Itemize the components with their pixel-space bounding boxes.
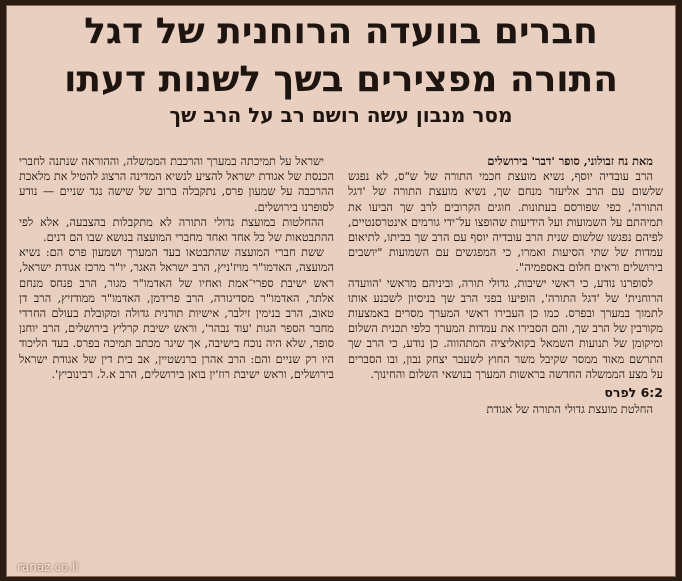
paragraph: החלטת מועצת גדולי התורה של אגודת bbox=[486, 403, 653, 417]
section-subhead: 6:2 לפרס bbox=[604, 385, 663, 401]
subheadline: מסר מנבון עשה רושם רב על הרב שך bbox=[169, 103, 513, 127]
left-column bbox=[19, 154, 334, 562]
headline-line-2: התורה מפצירים בשך לשנות דעתו bbox=[64, 59, 618, 100]
paragraph: הרב עובדיה יוסף, נשיא מועצת חכמי התורה של ש"ס, לא נפגש שלשום עם הרב אליעזר מנחם שך, נשיא מועצת התורה של 'דגל התורה', כפי שפורסם בעתונות. חוגים הקרובים לרב שך הביעו את תמיהתם על השמועות ועל הידיעות שהופצו על־ידי גורמים אינטרסנטיים, לפיהם נפגשו שלשום שנית הרב עובדיה יוסף עם הרב שך בביתו, לתיאום עמדות של שתי הסיעות ואמרו, כי המפגשים עם השמועות "יושבים בירושלים וראים חלום באספמיה". bbox=[348, 170, 663, 275]
watermark: ranaz.co.il bbox=[17, 560, 79, 574]
article-columns bbox=[19, 154, 663, 562]
paragraph: ישראל על תמיכתה במערך והרכבת הממשלה, וההוראה שנתנה לחברי הכנסת של אגודת ישראל להציע לנשיא המדינה הרצוג להטיל את מלאכת ההרכבה על שמעון פרס, נתקבלה ברוב של שישה נגד שניים — נודע לסופרנו בירושלים. bbox=[19, 155, 334, 214]
paragraph: ההחלטות במועצת גדולי התורה לא מתקבלות בהצבעה, אלא לפי ההתבטאות של כל אחד ואחד מחברי המועצה בנושא שבו הם דנים. bbox=[19, 215, 334, 245]
byline: מאת נח זבולוני, סופר 'דבר' בירושלים bbox=[487, 154, 653, 168]
right-column bbox=[348, 154, 663, 562]
headline-line-1: חברים בוועדה הרוחנית של דגל bbox=[84, 11, 598, 52]
newspaper-clipping bbox=[6, 5, 676, 577]
paragraph: ששת חברי המועצה שהתבטאו בעד המערך ושמעון פרס הם: נשיא המועצה, האדמו"ר מויז'ניץ, הרב ישראל האגר, יו"ר מרכז אגודת ישראל, ראש ישיבת ספרי־אמת ואחיו של האדמו"ר מגור, הרב פנחס מנחם אלתר, האדמו"ר מסדיגורה, הרב פרידמן, האדמו"ר ממודזיץ, הרב דן טאוב, הרב בנימין זילבר, אישיות תורנית גדולה ומקובלת בעולם החרדי מחבר הספר הגות 'עוד נבהר', וראש ישיבת קרליץ בירושלים, הרב יוחנן סופר, שלא היה נוכח בישיבה, אך שיגר מכתב תמיכה בפרס. בעד הליכוד היו רק שניים והם: הרב אהרן ברנשטיין, אב בית דין של אגודת ישראל בירושלים, וראש ישיבת רוז'ין בואן בירושלים, הרב א.ל. רבינוביץ'. bbox=[19, 246, 334, 381]
paragraph: לסופרנו נודע, כי ראשי ישיבות, גדולי תורה, וביניהם מראשי 'הוועדה הרוחנית' של 'דגל התורה', הופיעו בפני הרב שך בניסיון לשכנע אותו לתמוך במערך ובפרס. כמו כן העבירו ראשי המערך מסרים באמצעות מקורבין של הרב שך, והם הסבירו את עמדות המערך כלפי תכנית השלום ומיקומן של תנועות השמאל בקואליציה המתהווה. כן נודע, כי הרב שך התרשם מאוד ממסר שקיבל משר החוץ לשעבר יצחק נבון, ובו הסברים על מצע הממשלה החדשה בראשות המערך בנושאי השלום והחינוך. bbox=[348, 276, 663, 381]
